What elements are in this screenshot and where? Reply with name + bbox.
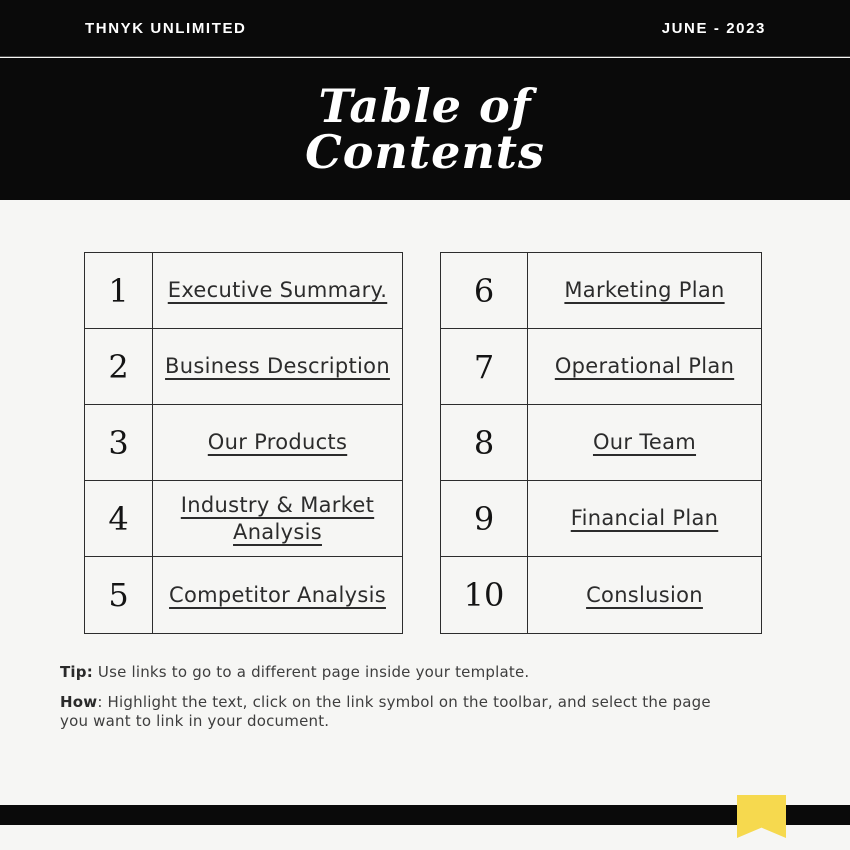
tip-paragraph [60,663,732,682]
toc-link-industry-market-analysis[interactable]: Industry & Market Analysis [180,492,375,544]
table-row [441,481,761,557]
toc-link-conclusion[interactable]: Conslusion [586,582,703,607]
header-date: JUNE - 2023 [661,19,766,37]
row-number: 8 [441,405,528,480]
row-link-cell [528,557,761,633]
page-title-line2: Contents [305,125,545,179]
row-number: 5 [85,557,153,633]
toc-table-left [84,252,403,634]
toc-link-executive-summary[interactable]: Executive Summary. [167,278,388,302]
toc-link-our-team[interactable]: Our Team [592,430,697,454]
row-number: 10 [441,557,528,633]
table-row [85,253,402,329]
company-name: THNYK UNLIMITED [85,19,247,37]
title-band [0,58,850,200]
row-number: 3 [85,405,153,480]
row-number: 7 [441,329,528,404]
row-link-cell [528,253,761,328]
table-row [85,405,402,481]
table-row [441,253,761,329]
row-link-cell [153,557,402,633]
bottom-divider-bar [0,805,850,825]
row-number: 9 [441,481,528,556]
row-link-cell [153,481,402,556]
row-link-cell [153,405,402,480]
footnotes [60,663,732,742]
row-number: 2 [85,329,153,404]
toc-table-right [440,252,762,634]
row-link-cell [528,481,761,556]
row-number: 1 [85,253,153,328]
top-header-bar [0,0,850,57]
toc-link-operational-plan[interactable]: Operational Plan [554,354,735,378]
toc-link-competitor-analysis[interactable]: Competitor Analysis [169,582,386,607]
toc-link-our-products[interactable]: Our Products [207,430,348,454]
row-link-cell [153,253,402,328]
tip-text: Use links to go to a different page inside your template. [92,663,530,681]
toc-link-financial-plan[interactable]: Financial Plan [570,506,719,530]
how-text: : Highlight the text, click on the link symbol on the toolbar, and select the page you want to link in your document. [60,693,711,730]
table-row [85,557,402,633]
table-row [441,329,761,405]
row-link-cell [528,329,761,404]
row-number: 6 [441,253,528,328]
table-row [85,481,402,557]
table-row [441,557,761,633]
table-row [441,405,761,481]
page-title-line1: Table of [318,79,532,133]
table-row [85,329,402,405]
toc-link-marketing-plan[interactable]: Marketing Plan [564,278,725,302]
row-link-cell [153,329,402,404]
bookmark-ribbon-icon [737,795,786,838]
tip-label: Tip: [60,663,93,681]
how-paragraph [60,693,732,731]
how-label: How [60,693,98,711]
row-number: 4 [85,481,153,556]
row-link-cell [528,405,761,480]
toc-link-business-description[interactable]: Business Description [165,354,390,378]
